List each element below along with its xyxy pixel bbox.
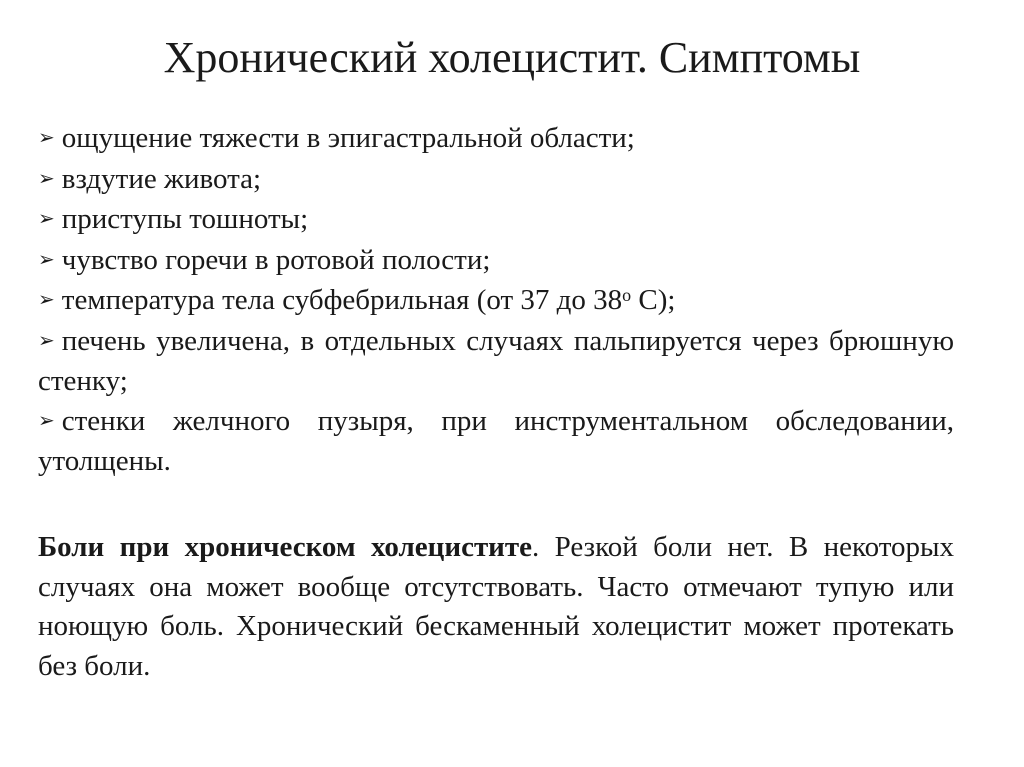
list-item: [38, 401, 954, 481]
list-item-text: вздутие живота;: [61, 162, 262, 195]
list-item: [38, 159, 954, 200]
list-item-text-end: С);: [631, 284, 676, 317]
list-item-text: печень увеличена, в отдельных случаях пальпируется через брюшную стенку;: [38, 324, 954, 397]
list-item-text: стенки желчного пузыря, при инструментальном обследовании, утолщены.: [38, 405, 954, 477]
arrowhead-bullet-icon: ➢: [38, 246, 55, 271]
arrowhead-bullet-icon: ➢: [38, 408, 55, 433]
pain-paragraph-heading: Боли при хроническом холецистите: [38, 531, 533, 563]
list-item-text: чувство горечи в ротовой полости;: [61, 243, 491, 276]
list-item: [38, 321, 954, 401]
slide-title: Хронический холецистит. Симптомы: [163, 33, 861, 82]
list-item-text: температура тела субфебрильная (от 37 до 38: [61, 284, 623, 317]
arrowhead-bullet-icon: ➢: [38, 327, 55, 352]
list-item: [38, 280, 954, 321]
list-item: [38, 118, 954, 159]
arrowhead-bullet-icon: ➢: [38, 287, 55, 312]
arrowhead-bullet-icon: ➢: [38, 206, 55, 231]
list-item: [38, 240, 954, 281]
arrowhead-bullet-icon: ➢: [38, 165, 55, 190]
pain-paragraph: [38, 528, 954, 686]
list-item-text: приступы тошноты;: [61, 203, 309, 236]
symptom-list: [38, 118, 954, 481]
list-item-text: ощущение тяжести в эпигастральной области;: [61, 122, 635, 154]
list-item: [38, 199, 954, 240]
degree-superscript: о: [622, 285, 632, 306]
arrowhead-bullet-icon: ➢: [38, 125, 55, 149]
pain-paragraph-text: . Резкой боли нет. В некоторых случаях она может вообще отсутствовать. Часто отмечают тупую или ноющую боль. Хронический бескаменный холецистит может протекать без боли.: [38, 531, 954, 682]
